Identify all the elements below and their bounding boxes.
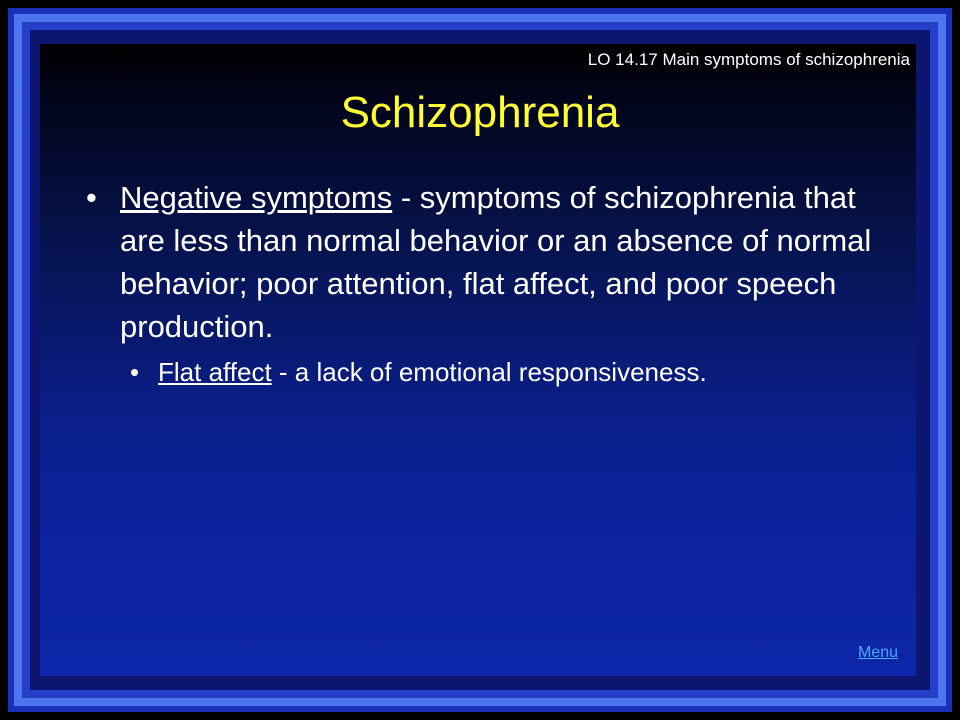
slide-body [84,176,884,389]
sub-bullet-definition: - a lack of emotional responsiveness. [271,357,707,387]
sub-bullet-flat-affect [130,356,884,389]
menu-link[interactable]: Menu [857,644,898,661]
slide-title: Schizophrenia [340,88,620,137]
bullet-negative-symptoms [84,176,884,348]
bullet-dot-icon: • [130,357,140,387]
bullet-definition: - symptoms of schizophrenia that are less than normal behavior or an absence of normal behavior; poor attention, flat affect, and poor speech production. [120,180,872,344]
bullet-term: Negative symptoms [120,180,393,215]
learning-objective-caption: LO 14.17 Main symptoms of schizophrenia [587,50,910,69]
bullet-dot-icon: • [86,180,97,215]
sub-bullet-term: Flat affect [158,357,272,387]
